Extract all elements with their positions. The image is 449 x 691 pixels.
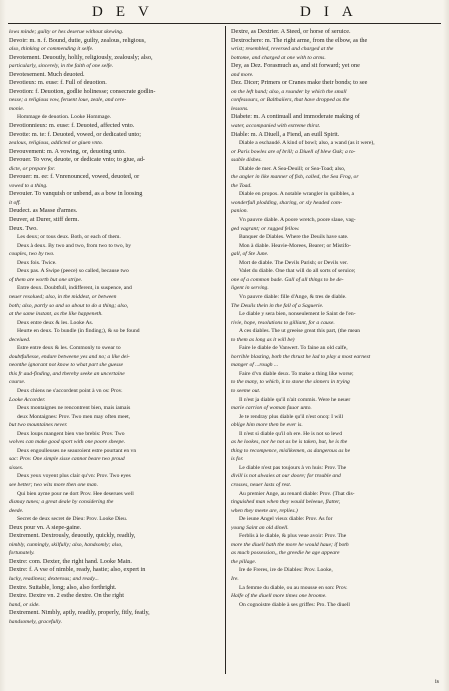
dictionary-line: horrible blasting, both the thrust he lad to play a most earnest	[231, 353, 371, 360]
dictionary-line: Hommage de deuotion. Looke Hommage.	[17, 114, 112, 121]
dictionary-line: Deux chiens ne s'accordent point à vn os: Prov.	[17, 387, 123, 394]
dictionary-line: it off.	[9, 199, 21, 206]
dictionary-line: Dextrement. Nimbly, aptly, readily, properly, fitly, featly,	[9, 609, 150, 617]
dictionary-line: lucky, readiness; dexterous; and ready...	[9, 576, 99, 582]
dictionary-line: young Saint an old dinell.	[231, 524, 289, 531]
dictionary-line: Diable a eschaudé. A kind of bowl; also, a wand (as it were),	[239, 140, 375, 147]
dictionary-line: Deux pas. A Swipe (peece) so called, because two	[17, 268, 129, 275]
dictionary-line: panion.	[231, 208, 248, 215]
dictionary-line: one of a common bade. Gall of all things to be de-	[231, 276, 344, 283]
dictionary-line: to the many, to which, it to stone the sinners in trying	[231, 379, 350, 386]
dictionary-line: The Deuils thein in the fall of a Saguerie.	[231, 302, 324, 309]
dictionary-line: both; also, partly so and so about to do a thing; also,	[9, 302, 129, 309]
dictionary-line: Dextre: f. A vse of nimble, ready, hastie; also, expert in	[9, 566, 146, 574]
dictionary-line: wolves can make good sport with one poore sheepe.	[9, 439, 126, 446]
dictionary-line: confessours, or Balthaiiers, that have dropped as the	[231, 97, 350, 104]
dictionary-line: Dextre, as Dextrier. A Steed, or horse of seruice.	[231, 28, 351, 35]
dictionary-line: couples, two by two.	[9, 251, 55, 258]
catchword: is	[434, 679, 439, 685]
dictionary-line: particularly, sincerely, in the faith of one selfe.	[9, 63, 114, 70]
dictionary-line: Dey, as Dez. Forasmuch as, and sit forward; yet one	[231, 62, 360, 70]
dictionary-line: oblige him more then he ever is.	[231, 422, 303, 429]
dictionary-line: Deux entre deux & les. Looke As.	[17, 319, 94, 326]
dictionary-line: Dextrochere: m. The right arme, from the elbow, as the	[231, 36, 368, 44]
dictionary-line: Au premier Ange, au renard diable: Prov. (That dis-	[239, 490, 355, 497]
dictionary-line: Entre deux. Doubtfull, indifferent, in suspence, and	[17, 285, 132, 292]
dictionary-line: zealous, religious, addicted or giuen vnto.	[9, 140, 103, 147]
running-head-right: DIA	[300, 4, 366, 20]
dictionary-line: as he lookes, nor he not as he is taken, but, he is the	[231, 439, 348, 446]
dictionary-line: Les deux; or tous deux. Both, or each of them.	[17, 234, 121, 241]
dictionary-line: Estre entre deux & les. Commonly to swear to	[17, 345, 121, 352]
dictionary-line: Le diable n'est pas toujours à vn huis: Prov. The	[239, 464, 347, 471]
dictionary-line: Ire.	[231, 576, 239, 582]
dictionary-line: dismay tunes; a great deale by considering the	[9, 499, 114, 506]
dictionary-line: Valet du diable. One that will do all sorts of seruice;	[239, 268, 356, 275]
dictionary-line: Devotement. Deuoutly, holily, religiously, zealously; also,	[9, 53, 153, 61]
dictionary-line: Deudect. as Masse d'armes.	[9, 207, 78, 215]
dictionary-line: doubtfullesse, endure betweene yes and no; a like dei-	[9, 353, 130, 360]
dictionary-line: the pillage.	[231, 558, 257, 565]
dictionary-line: deux Montaignes: Prov. Two men may often meet,	[17, 413, 131, 420]
dictionary-line: but two mountaines never.	[9, 422, 68, 429]
dictionary-line: Dez. Dicer; Primers or Cranes make their bonds; to see	[231, 79, 368, 87]
dictionary-line: deceiued.	[9, 336, 31, 343]
dictionary-line: Il n'est ja diable qu'il n'ait commis. Were he neuer	[239, 396, 351, 403]
dictionary-line: ligent in serving.	[231, 285, 269, 292]
dictionary-line: Vn pauvre diable: fille d'Ange, & tres de diable.	[239, 293, 347, 300]
column-divider	[225, 26, 226, 674]
dictionary-line: hand, or side.	[9, 601, 40, 608]
dictionary-line: handsomely, gracefully.	[9, 618, 62, 625]
dictionary-line: Mort de diable. The Devils Parish; or Devils ver.	[239, 259, 348, 266]
dictionary-line: tinguished man when they would beleeue, flatter,	[231, 499, 341, 506]
dictionary-line: ssable dishes.	[231, 157, 262, 164]
dictionary-line: neuer resolued; also, in the middest, or between	[9, 293, 117, 300]
dictionary-line: the angler in like manner of fish, called, the Sea Frog, or	[231, 174, 359, 181]
dictionary-line: Deux yeux voyent plus clair qu'vn: Prov. Two eyes	[17, 473, 131, 480]
dictionary-line: Devotieux: m. euse: f. Full of deuotion.	[9, 79, 107, 87]
dictionary-line: Deux fois. Twice.	[17, 259, 57, 266]
dictionary-line: ged vagrant; or ragged fellow.	[231, 225, 300, 232]
dictionary-line: Dextre: com. Dexter, the right hand. Looke Main.	[9, 557, 132, 565]
dictionary-line: divill is not alwaies at our doore; for trouble and	[231, 473, 341, 480]
dictionary-line: bottome, and charged at one with to arms.	[231, 54, 326, 61]
dictionary-line: at the same instant, as the like happeneth.	[9, 311, 103, 318]
dictionary-line: when they meete are, replies.)	[231, 507, 298, 514]
dictionary-line: Halfe of the diuell more times one broome.	[231, 593, 327, 600]
dictionary-line: or Paris bowles are of brill; a Diuell of blew Oak; a to-	[231, 148, 356, 155]
dictionary-line: Dextre. Suitable, long; also, also forthright.	[9, 583, 117, 591]
dictionary-line: Diable de mer. A Sea-Deuill; or Sea-Toad; also,	[239, 165, 346, 172]
dictionary-line: Ferblis à le diable, & plus veue avoir: Prov. The	[239, 533, 347, 540]
dictionary-line: De ieune Angel vieux diable: Prov. As for	[239, 516, 333, 523]
dictionary-line: Deux engoulleuses ne seauroient estre pourtant en vn	[17, 447, 137, 454]
dictionary-line: Heurte en deux. To bundle (in finding;), & so be found	[17, 328, 140, 335]
dictionary-line: Deux loups mangent bien vne brebis: Prov. Two	[17, 430, 125, 437]
dictionary-line: crosses, neuer lasts of rest.	[231, 481, 292, 488]
dictionary-line: monie.	[9, 105, 25, 112]
header-rule	[8, 23, 441, 24]
dictionary-line: Diable: m. A Diuell, a Fiend, an euill Spirit.	[231, 130, 340, 138]
dictionary-line: Devotesement. Much deuoted.	[9, 70, 85, 78]
dictionary-line: vowed to a thing.	[9, 182, 48, 189]
dictionary-line: see better; two wits more then one man.	[9, 481, 98, 488]
dictionary-line: Deux. Two.	[9, 224, 38, 232]
dictionary-line: deede.	[9, 507, 24, 514]
dictionary-line: Diable en propos. A notable wrangler in quibbles, a	[239, 191, 354, 198]
dictionary-line: the Toad.	[231, 182, 252, 189]
left-column	[9, 28, 221, 626]
dictionary-line: Deuver, at Durer, stiff derm.	[9, 216, 80, 224]
dictionary-line: On cognoistre diable à ses griffes: Pro. The diuell	[239, 601, 350, 608]
dictionary-line: A ces diables. The ut greeise great this part, (the mean	[239, 328, 361, 335]
dictionary-line: dicte, or prepare for.	[9, 165, 56, 172]
dictionary-line: Je te rendray plus diable qu'il n'est oncq: I will	[239, 413, 344, 420]
dictionary-line: Deux pour vn. A siepe-gaine.	[9, 523, 82, 531]
dictionary-line: Ire de Freres, ire de Diables: Prov. Looke,	[239, 567, 333, 574]
dictionary-line: nesse; a religious vow, feruent loue, zeale, and cere-	[9, 97, 127, 104]
dictionary-line: Devoir: m. n. f. Bound, dutie, guilty, zealous, religious,	[9, 36, 146, 44]
dictionary-line: neonthe ignorant not know to what part she guesse	[9, 362, 124, 369]
dictionary-line: marie carrion of woman fauor unto.	[231, 405, 312, 412]
dictionary-line: course.	[9, 379, 26, 386]
dictionary-line: more the diuell hath the more he would haue; if both	[231, 541, 349, 548]
dictionary-line: Devotion: f. Deuotion, godlie holinesse; consecrate godlin-	[9, 87, 156, 95]
dictionary-line: Deux à deux. By two and two, from two to two, by	[17, 242, 132, 249]
dictionary-line: also, thinking or commending it selfe.	[9, 46, 94, 53]
right-column	[231, 28, 443, 609]
dictionary-line: to seeme out.	[231, 387, 261, 394]
dictionary-line: Devouier. To vanquish or unbend, as a bow in loosing	[9, 190, 143, 198]
dictionary-line: on the left hand; also, a rounder by which the small	[231, 88, 347, 95]
dictionary-line: Qui bien ayme pour ne dort Prov. Hee deserues well	[17, 490, 134, 497]
dictionary-line: Dextrement. Dextrously, deuoutly, quickly, readily,	[9, 532, 136, 540]
dictionary-line: lows minde; guilty or hes deserue without skewing.	[9, 29, 124, 35]
dictionary-line: Vn pauvre diable. A poore wretch, poore slaue, vag-	[239, 217, 356, 224]
dictionary-line: Devouvement: m. A vowing, or, deuoting unto.	[9, 147, 126, 155]
dictionary-line: Devouer: m. ee: f. Vnrenounced, vowed, deuoted, or	[9, 173, 140, 181]
dictionary-line: and more.	[231, 71, 254, 78]
dictionary-line: Faire le diable de Vanwert. To faine an old calfe,	[239, 345, 348, 352]
dictionary-line: this fr aud-finding, and thereby seeke an uncertaine	[9, 370, 125, 377]
dictionary-line: wrist; resembled, reversed and charged at the	[231, 46, 334, 53]
dictionary-line: Mon à diable. Heavie-Morees, Bearer; or Mistifo-	[239, 242, 351, 249]
dictionary-line: Le diable y sera bien, nonseulement le Saint de l'en-	[239, 311, 356, 318]
dictionary-line: of them are worth but one stripe.	[9, 276, 83, 283]
dictionary-line: Faire d'vn diable deux. To make a thing like worse;	[239, 370, 354, 377]
running-head-left: DEV	[92, 4, 162, 20]
dictionary-line: water, accompanied with extreme thirst.	[231, 123, 321, 130]
dictionary-line: lessons.	[231, 105, 249, 112]
dictionary-line: Looke Accorder.	[9, 396, 46, 403]
dictionary-line: Il n'est si diable qu'il oh ere. He is not so lewd	[239, 430, 342, 437]
dictionary-line: gall, of Ste June.	[231, 251, 269, 258]
dictionary-line: sisses.	[9, 464, 24, 471]
dictionary-line: Devouer. To vow, deuote, or dedicate vnto; to giue, ad-	[9, 156, 145, 164]
dictionary-line: fortunately.	[9, 550, 35, 557]
dictionary-line: thing to recompence, mislikemen, as dangerous as he	[231, 447, 351, 454]
dictionary-line: Secret de deux secret de Dieu: Prov. Looke Dieu.	[17, 516, 128, 523]
dictionary-line: Devotte: m. te: f. Deuoted, vowed, or dedicated unto;	[9, 130, 141, 138]
dictionary-line: sac: Prov. One simple sisse cannot beare two proud	[9, 456, 125, 463]
dictionary-line: Diabete: m. A continuall and immoderate making of	[231, 113, 360, 121]
dictionary-line: Banquer de Diables. Where the Deuils have sate.	[239, 234, 349, 241]
dictionary-line: nimbly, cunningly, skilfully; also, handsomly; also,	[9, 541, 123, 548]
dictionary-line: Dextre. Dextre vn. 2 esthe dextre. On the right	[9, 592, 124, 600]
dictionary-line: Deux montaignes ne rencontrent bien, mais iamais	[17, 405, 131, 412]
dictionary-line: to them as long as it will be)	[231, 336, 295, 343]
dictionary-line: wonderfull plodding, sharing, or sly headed com-	[231, 199, 342, 206]
dictionary-line: La femme du diable, ou au mousse en son: Prov.	[239, 584, 348, 591]
dictionary-line: Devotionnieux: m. euse: f. Deuoted, affected vnto.	[9, 122, 135, 130]
dictionary-line: is for.	[231, 456, 244, 463]
dictionary-line: manger of ...rough ...	[231, 362, 279, 369]
dictionary-line: rivie, hope, resolutions to gilliant, for a cause.	[231, 319, 335, 326]
dictionary-line: as much possession,, the greedie he age appeare	[231, 550, 340, 557]
